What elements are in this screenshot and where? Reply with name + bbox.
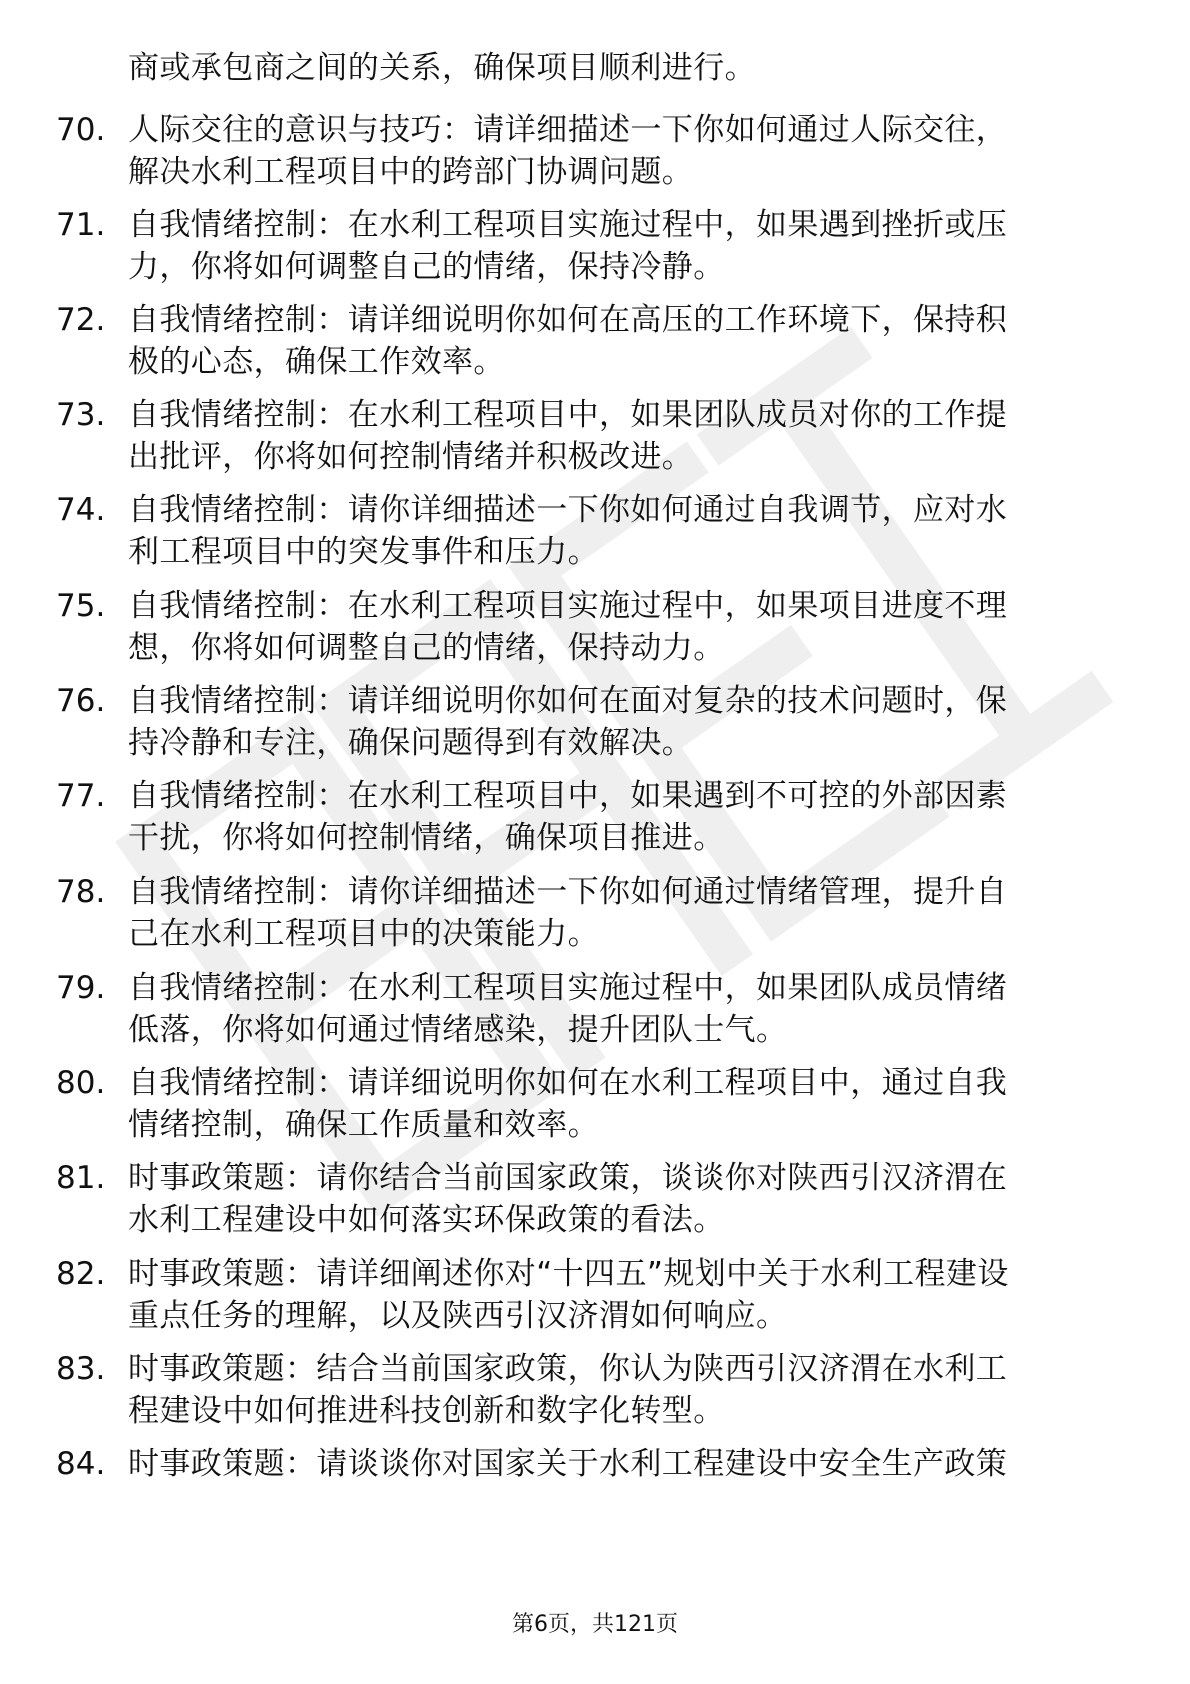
item-text-line-2: 水利工程建设中如何落实环保政策的看法。 (128, 1202, 725, 1238)
item-text-line-1: 自我情绪控制：请详细说明你如何在面对复杂的技术问题时，保 (128, 683, 1008, 719)
item-text-line-2: 干扰，你将如何控制情绪，确保项目推进。 (128, 820, 725, 856)
item-text-line-2: 极的心态，确保工作效率。 (128, 344, 505, 380)
item-text-line-1: 时事政策题：请详细阐述你对“十四五”规划中关于水利工程建设 (128, 1256, 1009, 1292)
page-footer: 第6页，共121页 (512, 1612, 678, 1637)
item-text-line-2: 利工程项目中的突发事件和压力。 (128, 534, 599, 570)
item-number: 82. (56, 1256, 106, 1292)
item-text-line-2: 持冷静和专注，确保问题得到有效解决。 (128, 725, 694, 761)
item-number: 76. (56, 683, 106, 719)
item-text-line-2: 低落，你将如何通过情绪感染，提升团队士气。 (128, 1012, 788, 1048)
item-text-line-1: 自我情绪控制：在水利工程项目中，如果遇到不可控的外部因素 (128, 778, 1008, 814)
item-number: 84. (56, 1446, 106, 1482)
item-text-line-2: 己在水利工程项目中的决策能力。 (128, 916, 599, 952)
item-number: 73. (56, 397, 106, 433)
continuation-line: 商或承包商之间的关系，确保项目顺利进行。 (128, 50, 756, 86)
item-text-line-1: 人际交往的意识与技巧：请详细描述一下你如何通过人际交往， (128, 112, 1008, 148)
item-text-line-1: 自我情绪控制：在水利工程项目实施过程中，如果遇到挫折或压 (128, 207, 1008, 243)
item-text-line-2: 想，你将如何调整自己的情绪，保持动力。 (128, 630, 725, 666)
item-text-line-1: 自我情绪控制：在水利工程项目实施过程中，如果团队成员情绪 (128, 970, 1008, 1006)
item-text-line-1: 时事政策题：请你结合当前国家政策，谈谈你对陕西引汉济渭在 (128, 1160, 1008, 1196)
item-text-line-2: 出批评，你将如何控制情绪并积极改进。 (128, 439, 694, 475)
item-text-line-2: 情绪控制，确保工作质量和效率。 (128, 1107, 599, 1143)
item-number: 71. (56, 207, 106, 243)
item-number: 78. (56, 874, 106, 910)
item-text-line-1: 自我情绪控制：请你详细描述一下你如何通过情绪管理，提升自 (128, 874, 1008, 910)
item-number: 72. (56, 302, 106, 338)
item-number: 81. (56, 1160, 106, 1196)
item-number: 79. (56, 970, 106, 1006)
item-text-line-1: 自我情绪控制：请详细说明你如何在高压的工作环境下，保持积 (128, 302, 1008, 338)
item-text-line-2: 程建设中如何推进科技创新和数字化转型。 (128, 1393, 725, 1429)
item-text-line-1: 时事政策题：结合当前国家政策，你认为陕西引汉济渭在水利工 (128, 1351, 1008, 1387)
item-number: 83. (56, 1351, 106, 1387)
item-text-line-2: 解决水利工程项目中的跨部门协调问题。 (128, 154, 694, 190)
item-number: 80. (56, 1065, 106, 1101)
item-text-line-1: 自我情绪控制：请你详细描述一下你如何通过自我调节，应对水 (128, 492, 1008, 528)
item-text-line-2: 重点任务的理解，以及陕西引汉济渭如何响应。 (128, 1298, 788, 1334)
item-text-line-1: 自我情绪控制：在水利工程项目实施过程中，如果项目进度不理 (128, 588, 1008, 624)
item-number: 74. (56, 492, 106, 528)
item-text-line-1: 自我情绪控制：请详细说明你如何在水利工程项目中，通过自我 (128, 1065, 1008, 1101)
item-number: 70. (56, 112, 106, 148)
item-number: 75. (56, 588, 106, 624)
item-text-line-1: 自我情绪控制：在水利工程项目中，如果团队成员对你的工作提 (128, 397, 1008, 433)
item-text-line-1: 时事政策题：请谈谈你对国家关于水利工程建设中安全生产政策 (128, 1446, 1008, 1482)
item-text-line-2: 力，你将如何调整自己的情绪，保持冷静。 (128, 249, 725, 285)
item-number: 77. (56, 778, 106, 814)
